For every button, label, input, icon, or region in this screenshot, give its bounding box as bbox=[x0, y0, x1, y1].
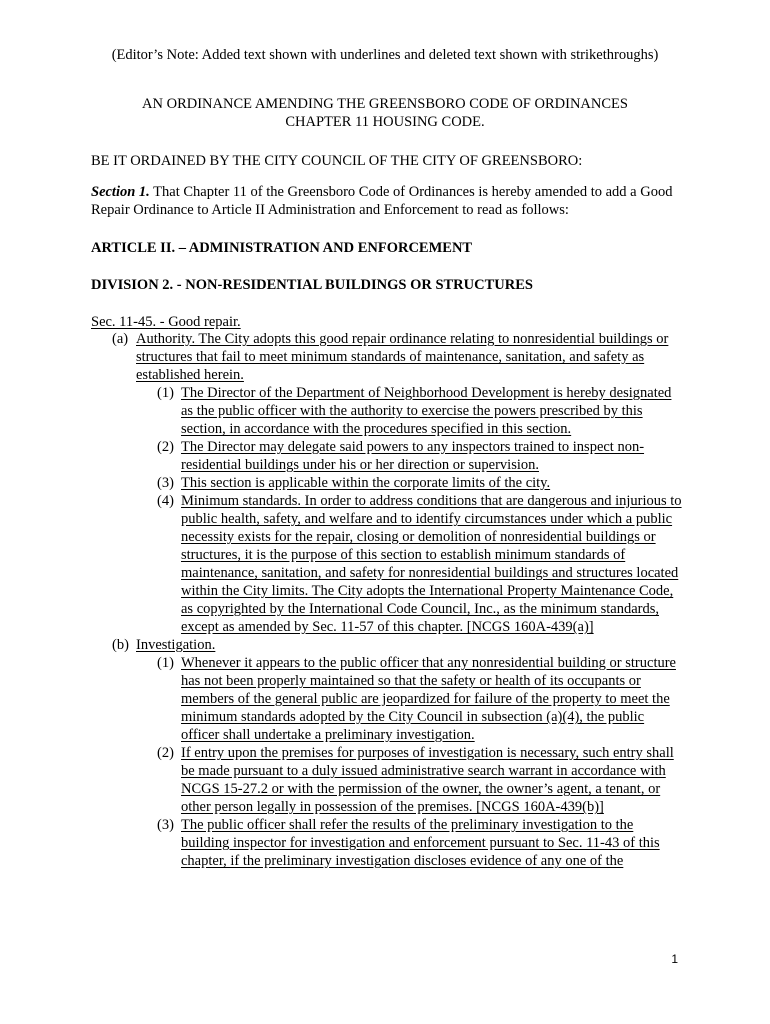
list-item-text: This section is applicable within the corporate limits of the city. bbox=[181, 475, 551, 491]
subsection-b bbox=[112, 636, 682, 654]
subsection-b-text: Investigation. bbox=[136, 637, 216, 653]
list-item bbox=[157, 816, 682, 870]
list-marker: (4) bbox=[157, 493, 174, 509]
editors-note: (Editor’s Note: Added text shown with underlines and deleted text shown with strikethroughs) bbox=[111, 47, 659, 63]
list-item bbox=[157, 744, 682, 816]
list-marker: (2) bbox=[157, 439, 174, 455]
list-item bbox=[157, 384, 682, 438]
section-heading-title: Good repair. bbox=[168, 314, 241, 330]
list-item-text: Whenever it appears to the public officer that any nonresidential building or structure has not been properly maintained so that the safety or health of its occupants or members of the general public are jeopardized for failure of the property to meet the minimum standards adopted by the City Council in subsection (a)(4), the public officer shall undertake a preliminary investigation. bbox=[181, 655, 676, 743]
list-item-text: The public officer shall refer the results of the preliminary investigation to the building inspector for investigation and enforcement pursuant to Sec. 11-43 of this chapter, if the preliminary investigation discloses evidence of any one of the bbox=[181, 817, 660, 869]
list-marker: (3) bbox=[157, 475, 174, 491]
list-item-text: The Director may delegate said powers to any inspectors trained to inspect non-residential buildings under his or her direction or supervision. bbox=[181, 439, 645, 473]
list-item bbox=[157, 492, 682, 636]
list-marker: (3) bbox=[157, 817, 174, 833]
subsection-a-text: Authority. The City adopts this good repair ordinance relating to nonresidential buildings or structures that fail to meet minimum standards of maintenance, sanitation, and safety as established herein. bbox=[136, 331, 669, 383]
section-body bbox=[112, 330, 682, 870]
ordinance-title bbox=[60, 95, 710, 131]
subsection-a bbox=[112, 330, 682, 384]
list-item bbox=[157, 474, 682, 492]
page-number: 1 bbox=[671, 952, 678, 966]
list-item bbox=[157, 654, 682, 744]
article-heading: ARTICLE II. – ADMINISTRATION AND ENFORCEMENT bbox=[91, 240, 473, 256]
list-marker: (1) bbox=[157, 655, 174, 671]
section-1-paragraph bbox=[91, 183, 691, 219]
ordained-clause: BE IT ORDAINED BY THE CITY COUNCIL OF THE CITY OF GREENSBORO: bbox=[91, 153, 583, 169]
section-heading bbox=[91, 313, 241, 331]
title-line-2: CHAPTER 11 HOUSING CODE. bbox=[285, 114, 485, 130]
section-heading-prefix: Sec. 11-45. - bbox=[91, 314, 169, 330]
list-item-text: Minimum standards. In order to address conditions that are dangerous and injurious to public health, safety, and welfare and to identify circumstances under which a public necessity exists for the repair, closing or demolition of nonresidential buildings or structures, it is the purpose of this section to establish minimum standards of maintenance, sanitation, and safety for nonresidential buildings and structures located within the City limits. The City adopts the International Property Maintenance Code, as copyrighted by the International Code Council, Inc., as the minimum standards, except as amended by Sec. 11-57 of this chapter. [NCGS 160A-439(a)] bbox=[181, 493, 682, 635]
list-marker: (a) bbox=[112, 331, 129, 347]
list-item-text: The Director of the Department of Neighborhood Development is hereby designated as the public officer with the authority to exercise the powers prescribed by this section, in accordance with the procedures specified in this section. bbox=[181, 385, 672, 437]
list-marker: (2) bbox=[157, 745, 174, 761]
list-item-text: If entry upon the premises for purposes of investigation is necessary, such entry shall be made pursuant to a duly issued administrative search warrant in accordance with NCGS 15-27.2 or with the permission of the owner, the owner’s agent, a tenant, or other person legally in possession of the premises. [NCGS 160A-439(b)] bbox=[181, 745, 674, 815]
division-heading: DIVISION 2. - NON-RESIDENTIAL BUILDINGS OR STRUCTURES bbox=[91, 277, 533, 293]
title-line-1: AN ORDINANCE AMENDING THE GREENSBORO CODE OF ORDINANCES bbox=[142, 96, 628, 112]
list-item bbox=[157, 438, 682, 474]
section-1-label: Section 1. bbox=[91, 184, 150, 200]
list-marker: (b) bbox=[112, 637, 129, 653]
list-marker: (1) bbox=[157, 385, 174, 401]
section-1-text: That Chapter 11 of the Greensboro Code of Ordinances is hereby amended to add a Good Repair Ordinance to Article II Administration and Enforcement to read as follows: bbox=[91, 184, 673, 218]
